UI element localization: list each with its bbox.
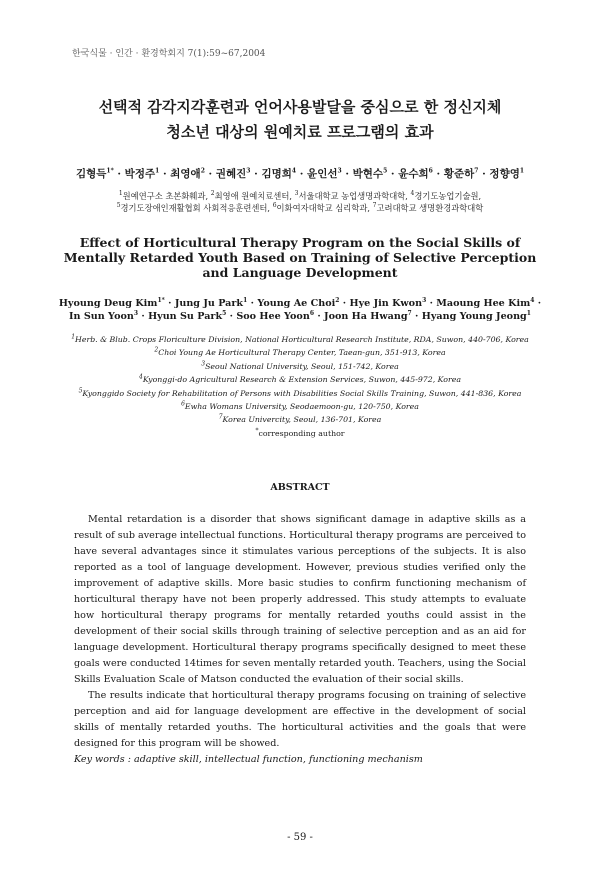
english-affiliation <box>40 387 560 400</box>
korean-author: 김명희$^4$ <box>261 167 297 180</box>
author-affiliation-mark: 1 <box>155 167 160 175</box>
author-affiliation-mark: 1 <box>526 309 531 317</box>
english-author: In Sun Yoon$^3$ <box>69 309 139 322</box>
author-affiliation-mark: 7 <box>474 167 479 175</box>
english-affiliation-text: Kyonggi-do Agricultural Research & Extension Services, Suwon, 445-972, Korea <box>142 375 461 385</box>
affiliation-mark: 1 <box>71 333 76 341</box>
english-affiliation <box>40 346 560 359</box>
author-affiliation-mark: 5 <box>222 309 227 317</box>
english-author: Hyang Young Jeong$^1$ <box>421 309 531 322</box>
korean-author: 황준하$^7$ <box>443 167 479 180</box>
affiliation-mark: 3 <box>201 360 206 368</box>
keywords: Key words : adaptive skill, intellectual function, functioning mechanism <box>74 754 423 765</box>
korean-author: 정향영$^1$ <box>489 167 525 180</box>
affiliation-mark: 2 <box>154 346 159 354</box>
english-affiliation <box>40 400 560 413</box>
english-affiliation-text: Choi Young Ae Horticultural Therapy Center, Taean-gun, 351-913, Korea <box>158 348 446 358</box>
english-affiliation <box>40 333 560 346</box>
journal-header: 한국식물 · 인간 · 환경학회지 7(1):59~67,2004 <box>72 49 266 59</box>
author-affiliation-mark: 4 <box>530 296 535 304</box>
english-author: Jung Ju Park$^1$ <box>174 296 248 309</box>
author-affiliation-mark: 3 <box>133 309 139 317</box>
author-affiliation-mark: 2 <box>200 167 205 175</box>
page-number: - 59 - <box>287 832 313 843</box>
korean-affiliation-line <box>0 202 600 214</box>
english-authors <box>40 297 560 323</box>
english-author: Joon Ha Hwang$^7$ <box>324 309 412 322</box>
affiliation-mark: 7 <box>372 202 377 210</box>
english-author: Young Ae Choi$^2$ <box>257 296 340 309</box>
affiliation-mark: 2 <box>210 190 215 198</box>
corresponding-mark: * <box>255 427 259 435</box>
korean-affiliation: 원예연구소 초본화훼과, <box>122 191 211 201</box>
korean-title-line-2: 청소년 대상의 원예치료 프로그램의 효과 <box>166 123 434 141</box>
english-affiliations <box>40 333 560 440</box>
affiliation-mark: 5 <box>78 387 83 395</box>
affiliation-mark: 1 <box>118 190 123 198</box>
korean-affiliation: 서울대학교 농업생명과학대학, <box>298 191 411 201</box>
abstract-heading: ABSTRACT <box>270 482 330 493</box>
author-affiliation-mark: 6 <box>309 309 314 317</box>
korean-affiliation: 고려대학교 생명환경과학대학 <box>376 203 484 213</box>
author-affiliation-mark: 1 <box>243 296 248 304</box>
korean-author: 박현수$^5$ <box>352 167 388 180</box>
abstract-body <box>74 512 526 768</box>
english-author-line: Hyoung Deug Kim$^{1*}$ · Jung Ju Park$^1$ · Young Ae Choi$^2$ · Hye Jin Kwon$^3$ · Maoung Hee Kim$^4$ · <box>58 296 542 309</box>
author-affiliation-mark: 2 <box>335 296 340 304</box>
korean-author: 김형득$^{1*}$ <box>75 167 114 180</box>
english-author: Soo Hee Yoon$^6$ <box>236 309 314 322</box>
korean-affiliation: 경기도장애인재활협회 사회적응훈련센터, <box>120 203 273 213</box>
korean-author: 최영애$^2$ <box>170 167 205 180</box>
author-affiliation-mark: 6 <box>428 167 433 175</box>
english-author: Maoung Hee Kim$^4$ <box>436 296 535 309</box>
affiliation-mark: 4 <box>139 373 143 381</box>
english-author: Hyoung Deug Kim$^{1*}$ <box>58 296 165 309</box>
author-affiliation-mark: 3 <box>422 296 427 304</box>
korean-author: 박정주$^1$ <box>124 167 160 180</box>
korean-author: 권혜진$^3$ <box>215 167 251 180</box>
author-affiliation-mark: 1* <box>106 167 114 175</box>
english-affiliation <box>40 373 560 386</box>
english-affiliation <box>40 413 560 426</box>
english-affiliation-text: Seoul National University, Seoul, 151-742, Korea <box>205 361 399 371</box>
english-affiliation <box>40 360 560 373</box>
english-affiliation-text: Korea Univercity, Seoul, 136-701, Korea <box>222 415 382 425</box>
author-affiliation-mark: 4 <box>291 167 297 175</box>
korean-authors: 김형득$^{1*}$ · 박정주$^1$ · 최영애$^2$ · 권혜진$^3$ · 김명희$^4$ · 윤인선$^3$ · 박현수$^5$ · 윤수희$^6$ · 황준하$^7$ · 정향영$^1$ <box>75 167 525 180</box>
author-affiliation-mark: 5 <box>383 167 388 175</box>
affiliation-mark: 6 <box>272 202 277 210</box>
corresponding-author <box>40 427 560 440</box>
abstract-paragraph-1: Mental retardation is a disorder that shows significant damage in adaptive skills as a result of sub average intellectual functions. Horticultural therapy programs are perceived to have several advantages since it stimulates various perceptions of the subjects. It is also reported as a tool of language development. However, previous studies verified only the improvement of adaptive skills. More basic studies to confirm functioning mechanism of horticultural therapy have not been properly addressed. This study attempts to evaluate how horticultural therapy programs for mentally retarded youths could assist in the development of their social skills through training of selective perception and as an aid for language development. Horticultural therapy programs specifically designed to meet these goals were conducted 14times for seven mentally retarded youth. Teachers, using the Social Skills Evaluation Scale of Matson conducted the evaluation of their social skills. <box>74 514 526 685</box>
corresponding-text: corresponding author <box>258 428 345 438</box>
author-affiliation-mark: 1 <box>519 167 525 175</box>
korean-affiliation-line <box>0 190 600 202</box>
affiliation-mark: 7 <box>218 413 223 421</box>
korean-affiliation: 경기도농업기술원, <box>414 191 482 201</box>
english-title: Effect of Horticultural Therapy Program on the Social Skills of Mentally Retarded Youth Based on Training of Selective Perception and Language Development <box>63 235 537 280</box>
english-affiliation-text: Kyonggido Society for Rehabilitation of Persons with Disabilities Social Skills Training, Suwon, 441-836, Korea <box>82 388 522 398</box>
korean-affiliations <box>0 190 600 214</box>
author-affiliation-mark: 3 <box>246 167 251 175</box>
korean-title <box>0 95 600 145</box>
english-affiliation-text: Ewha Womans University, Seodaemoon-gu, 120-750, Korea <box>184 402 419 412</box>
korean-author: 윤인선$^3$ <box>307 167 342 180</box>
korean-title-line-1: 선택적 감각지각훈련과 언어사용발달을 중심으로 한 정신지체 <box>98 98 502 116</box>
korean-affiliation: 최영애 원예치료센터, <box>214 191 295 201</box>
affiliation-mark: 5 <box>116 202 121 210</box>
english-affiliation-text: Herb. & Blub. Crops Floriculture Division, National Horticultural Research Institute, RDA, Suwon, 440-706, Korea <box>75 335 529 344</box>
author-affiliation-mark: 3 <box>337 167 342 175</box>
abstract-paragraph-2: The results indicate that horticultural therapy programs focusing on training of selective perception and aid for language development are effective in the development of social skills of mentally retarded youths. The horticultural activities and the goals that were designed for this program will be showed. <box>74 690 526 749</box>
korean-affiliation: 이화여자대학교 심리학과, <box>276 203 373 213</box>
affiliation-mark: 4 <box>410 190 415 198</box>
author-affiliation-mark: 7 <box>407 309 412 317</box>
affiliation-mark: 6 <box>181 400 185 408</box>
english-author: Hyun Su Park$^5$ <box>148 309 227 322</box>
affiliation-mark: 3 <box>294 190 299 198</box>
author-affiliation-mark: 1* <box>157 296 165 304</box>
english-author: Hye Jin Kwon$^3$ <box>349 296 427 309</box>
english-author-line: In Sun Yoon$^3$ · Hyun Su Park$^5$ · Soo Hee Yoon$^6$ · Joon Ha Hwang$^7$ · Hyang Young Jeong$^1$ <box>69 309 531 322</box>
korean-author: 윤수희$^6$ <box>398 167 433 180</box>
